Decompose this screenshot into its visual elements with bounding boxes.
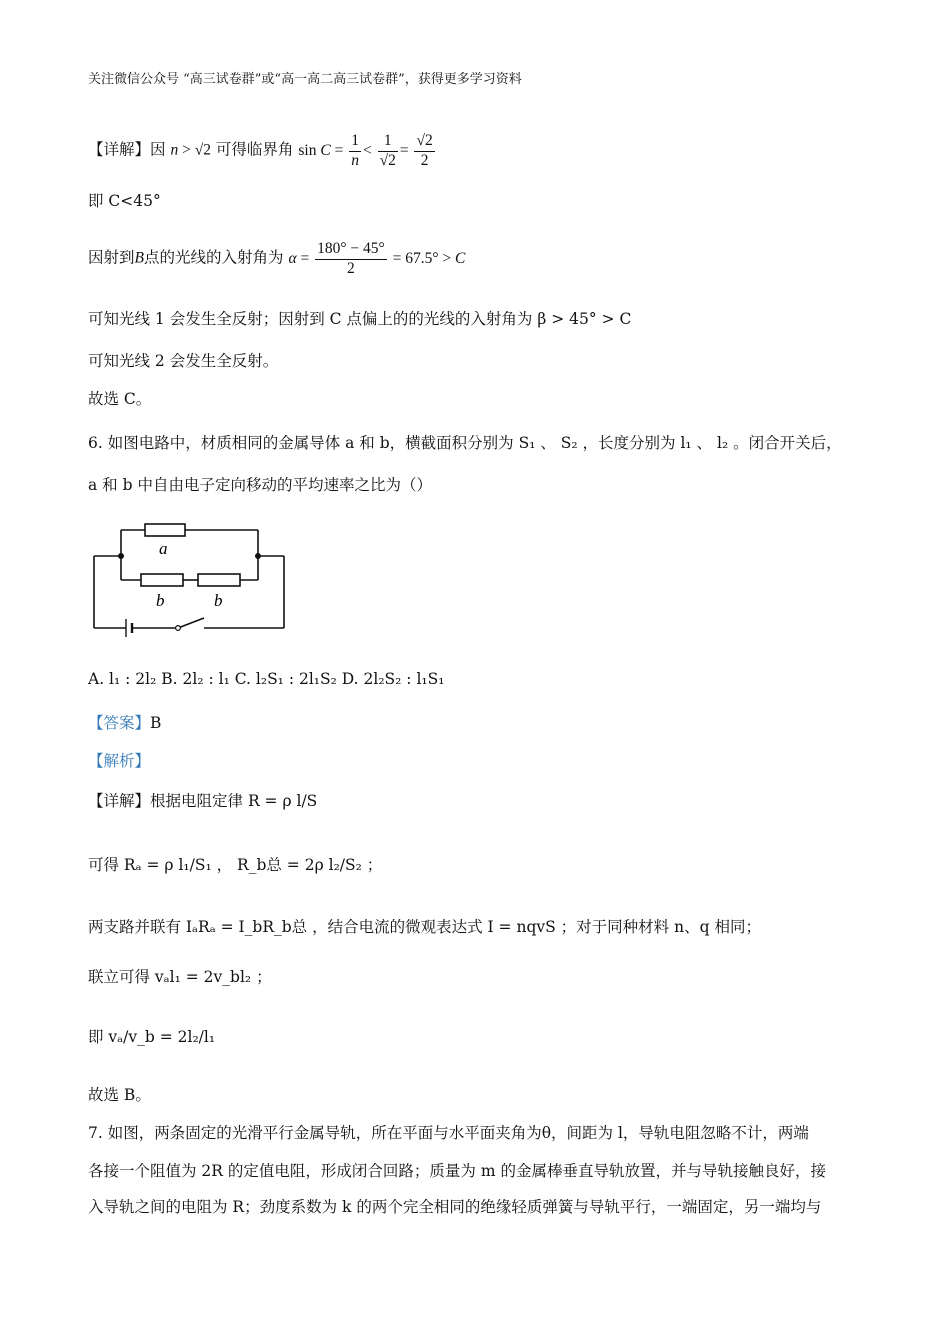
q6-detail-line6: 故选 B。 [88,1086,151,1104]
text: 因射到 [88,248,135,267]
text: 根据电阻定律 R = ρ l/S [150,792,318,810]
page-header: 关注微信公众号 “高三试卷群”或“高一高二高三试卷群”，获得更多学习资料 [88,72,522,87]
text: 因 [150,140,166,159]
math-cond: n > √2 [170,141,211,159]
answer-value: B [150,714,162,732]
prev-line5: 可知光线 2 会发生全反射。 [88,352,279,370]
resistor-b1 [141,574,183,586]
circuit-diagram [88,518,288,638]
option-c: C. l₂S₁ : 2l₁S₂ [234,670,337,688]
q6-detail-line3: 两支路并联有 IₐRₐ = I_bR_b总 ，结合电流的微观表达式 I = nqvS ；对于同种材料 n、q 相同； [88,918,761,936]
label-b1: b [156,591,165,610]
prev-detail-line1 [88,132,437,170]
answer-tag: 【答案】 [88,714,151,732]
answer-line [88,714,161,733]
q7-line2: 各接一个阻值为 2R 的定值电阻，形成闭合回路；质量为 m 的金属棒垂直导轨放置，并与导轨接触良好，接 [88,1162,826,1180]
resistor-a [145,524,185,536]
q7-line3: 入导轨之间的电阻为 R；劲度系数为 k 的两个完全相同的绝缘轻质弹簧与导轨平行，一端固定，另一端均与 [88,1198,822,1216]
label-b2: b [214,591,223,610]
text: 点的光线的入射角为 [143,248,284,267]
q6-detail-line4: 联立可得 vₐl₁ = 2v_bl₂ ； [88,968,272,986]
math-alpha: α = $\frac{180^\circ - 45^\circ}{2}$ = 67.5° > C [288,240,466,277]
q6-line1: 6. 如图电路中，材质相同的金属导体 a 和 b，横截面积分别为 S₁ 、 S₂ ，长度分别为 l₁ 、 l₂ 。闭合开关后， [88,434,842,452]
text: B [134,249,144,267]
analysis-tag: 【解析】 [88,752,151,770]
detail-tag: 【详解】 [88,140,151,159]
q7-line1: 7. 如图，两条固定的光滑平行金属导轨，所在平面与水平面夹角为θ，间距为 l，导轨电阻忽略不计，两端 [88,1124,809,1142]
text: 可得临界角 [215,140,294,159]
q6-line2: a 和 b 中自由电子定向移动的平均速率之比为（） [88,476,432,494]
detail-tag: 【详解】 [88,792,151,810]
option-d: D. 2l₂S₂ : l₁S₁ [341,670,445,688]
q6-detail-line1 [88,792,317,811]
resistor-b2 [198,574,240,586]
option-b: B. 2l₂ : l₁ [161,670,230,688]
prev-line6: 故选 C。 [88,390,152,408]
q6-detail-line2: 可得 Rₐ = ρ l₁/S₁ ， R_b总 = 2ρ l₂/S₂ ； [88,856,383,874]
q6-detail-line5: 即 vₐ/v_b = 2l₂/l₁ [88,1028,216,1046]
q6-options [88,670,444,689]
prev-line2: 即 C<45° [88,192,161,210]
prev-line4: 可知光线 1 会发生全反射；因射到 C 点偏上的的光线的入射角为 β > 45° > C [88,310,632,328]
prev-line3 [88,240,465,278]
label-a: a [159,539,168,558]
math-sinC: sin C = $\frac{1}{n}$ < $\frac{1}{√2}$ = $\frac{√2}{2}$ [298,132,433,169]
option-a: A. l₁ : 2l₂ [88,670,157,688]
